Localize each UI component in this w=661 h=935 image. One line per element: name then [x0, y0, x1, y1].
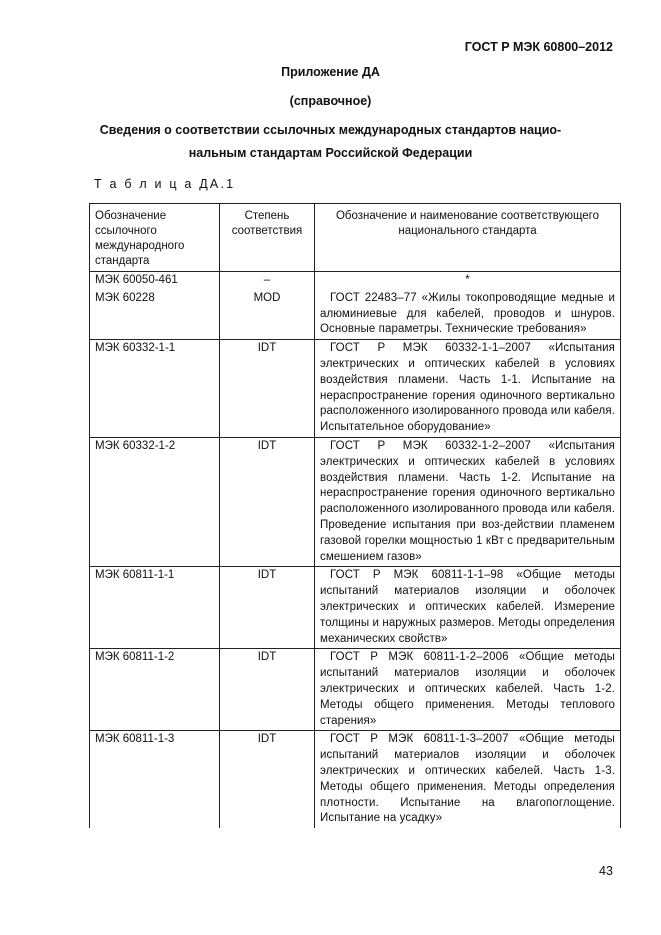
degree-of-correspondence: –	[220, 272, 315, 290]
table-row	[90, 290, 621, 340]
table-row	[90, 340, 621, 438]
international-standard-code: МЭК 60332-1-1	[90, 340, 220, 438]
national-standard-description: ГОСТ Р МЭК 60332-1-2–2007 «Испытания электрических и оптических кабелей в условиях воздействия пламени. Часть 1-2. Испытание на нераспространение горения одиночного вертикально расположенного изолированного провода или кабеля. Проведение испытания при воз-действии пламенем газовой горелки мощностью 1 кВт с предварительным смешением газов»	[315, 437, 621, 566]
appendix-subtitle: (справочное)	[289, 94, 372, 108]
table-caption: Т а б л и ц а ДА.1	[94, 177, 236, 191]
international-standard-code: МЭК 60050-461	[90, 272, 220, 290]
appendix-heading-line-1: Сведения о соответствии ссылочных международных стандартов нацио-	[99, 123, 562, 137]
table-header-row	[90, 204, 621, 272]
degree-of-correspondence: MOD	[220, 290, 315, 340]
correspondence-table	[89, 203, 621, 828]
degree-of-correspondence: IDT	[220, 437, 315, 566]
degree-of-correspondence: IDT	[220, 567, 315, 649]
national-standard-description: *	[315, 272, 621, 290]
international-standard-code: МЭК 60332-1-2	[90, 437, 220, 566]
degree-of-correspondence: IDT	[220, 340, 315, 438]
table-row	[90, 649, 621, 731]
column-header-degree: Степень соответствия	[220, 204, 315, 272]
international-standard-code: МЭК 60811-1-3	[90, 731, 220, 828]
international-standard-code: МЭК 60811-1-2	[90, 649, 220, 731]
table-row	[90, 567, 621, 649]
international-standard-code: МЭК 60811-1-1	[90, 567, 220, 649]
international-standard-code: МЭК 60228	[90, 290, 220, 340]
running-header: ГОСТ Р МЭК 60800–2012	[464, 40, 613, 54]
table-row	[90, 731, 621, 828]
table-row	[90, 437, 621, 566]
national-standard-description: ГОСТ 22483–77 «Жилы токопроводящие медные и алюминиевые для кабелей, проводов и шнуров. Основные параметры. Технические требования»	[315, 290, 621, 340]
degree-of-correspondence: IDT	[220, 731, 315, 828]
column-header-international-standard: Обозначение ссылочного международного стандарта	[90, 204, 220, 272]
page-number: 43	[599, 864, 613, 878]
degree-of-correspondence: IDT	[220, 649, 315, 731]
column-header-national-standard: Обозначение и наименование соответствующего национального стандарта	[315, 204, 621, 272]
national-standard-description: ГОСТ Р МЭК 60811-1-2–2006 «Общие методы испытаний материалов изоляции и оболочек электрических и оптических кабелей. Часть 1-2. Методы общего применения. Методы теплового старения»	[315, 649, 621, 731]
national-standard-description: ГОСТ Р МЭК 60811-1-3–2007 «Общие методы испытаний материалов изоляции и оболочек электрических и оптических кабелей. Часть 1-3. Методы общего применения. Методы определения плотности. Испытание на влагопоглощение. Испытание на усадку»	[315, 731, 621, 828]
national-standard-description: ГОСТ Р МЭК 60332-1-1–2007 «Испытания электрических и оптических кабелей в условиях воздействия пламени. Часть 1-1. Испытание на нераспространение горения одиночного вертикально расположенного изолированного провода или кабеля. Испытательное оборудование»	[315, 340, 621, 438]
national-standard-description: ГОСТ Р МЭК 60811-1-1–98 «Общие методы испытаний материалов изоляции и оболочек электрических и оптических кабелей. Измерение толщины и наружных размеров. Методы определения механических свойств»	[315, 567, 621, 649]
table-row	[90, 272, 621, 290]
appendix-heading-line-2: нальным стандартам Российской Федерации	[188, 146, 473, 160]
appendix-title: Приложение ДА	[281, 65, 380, 79]
